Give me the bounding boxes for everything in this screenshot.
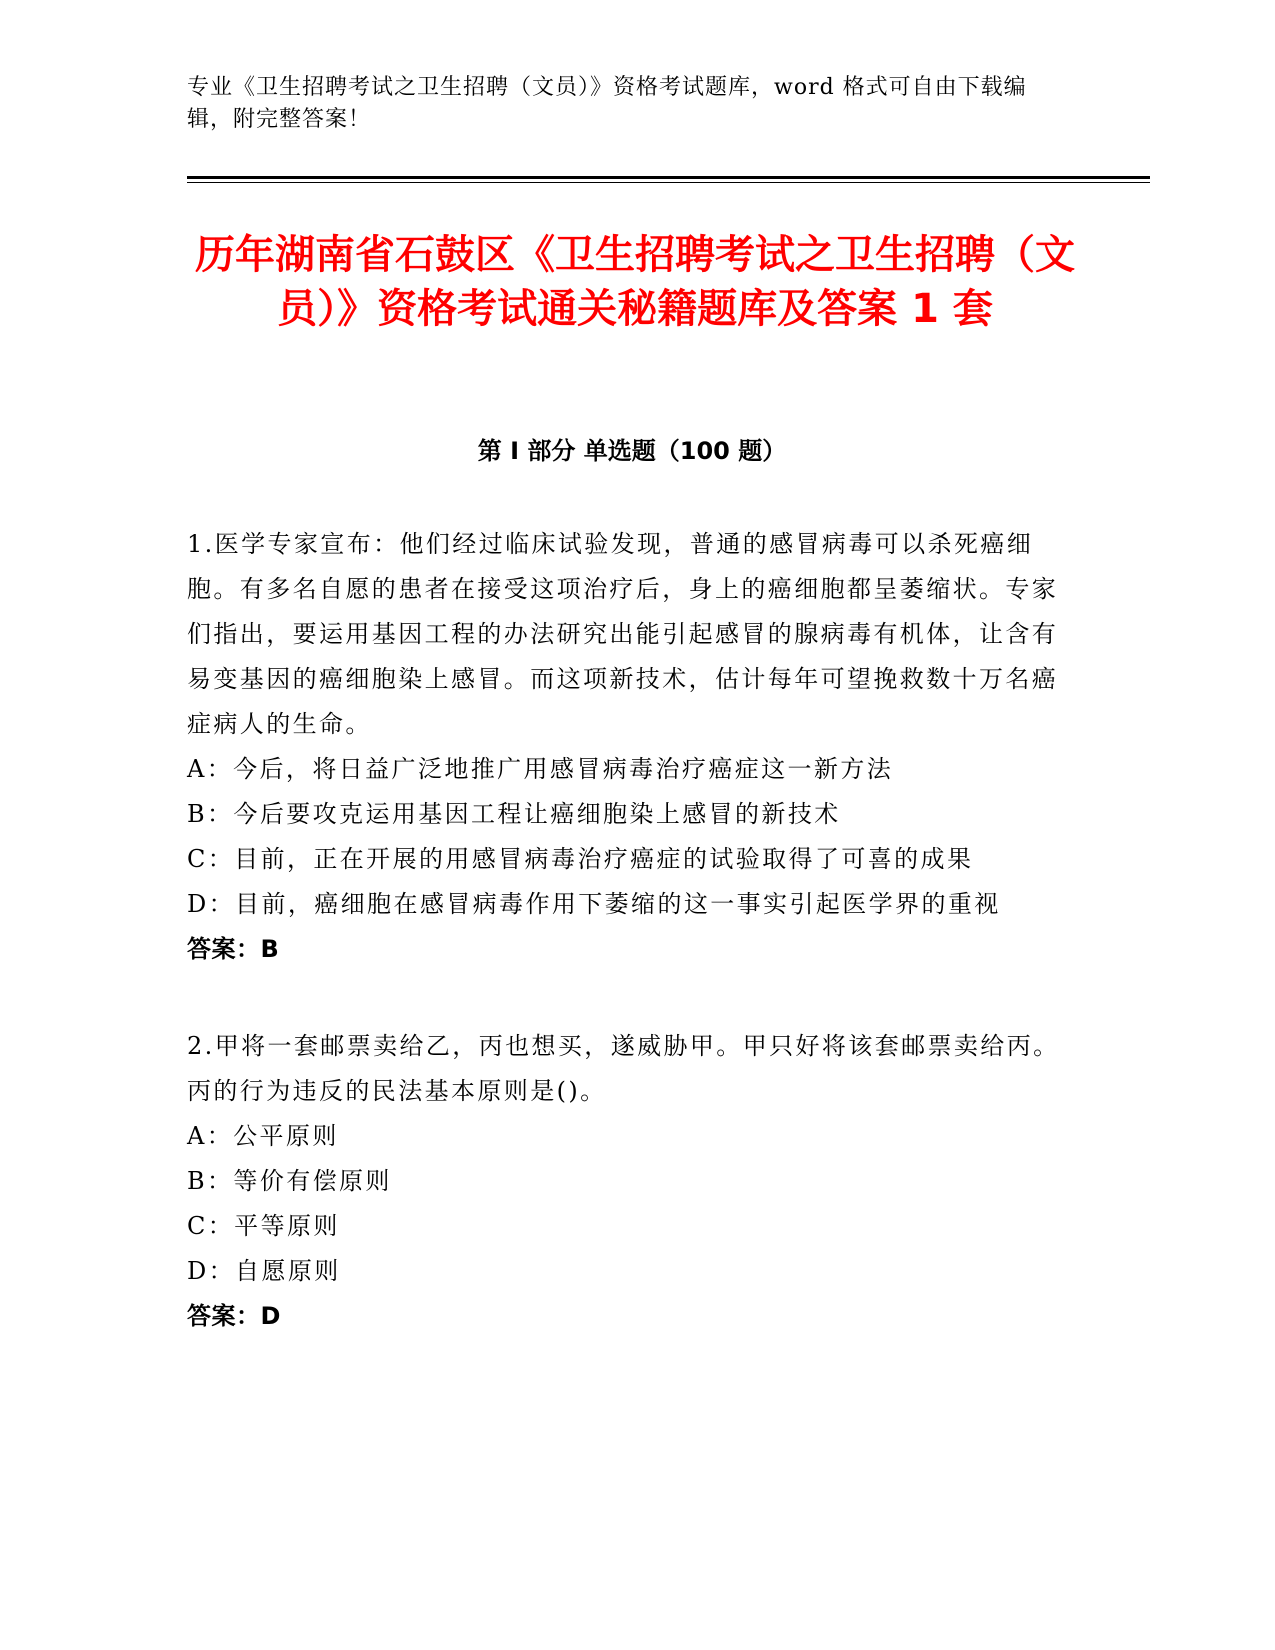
header-divider-thin	[187, 182, 1150, 183]
option-a: A：公平原则	[187, 1122, 339, 1150]
answer-line: 答案：D	[187, 1302, 281, 1330]
question-1	[187, 522, 1067, 972]
question-stem: 1.医学专家宣布：他们经过临床试验发现，普通的感冒病毒可以杀死癌细胞。有多名自愿的患者在接受这项治疗后，身上的癌细胞都呈萎缩状。专家们指出，要运用基因工程的办法研究出能引起感冒的腺病毒有机体，让含有易变基因的癌细胞染上感冒。而这项新技术，估计每年可望挽救数十万名癌症病人的生命。	[187, 530, 1059, 738]
header-note: 专业《卫生招聘考试之卫生招聘（文员）》资格考试题库，word 格式可自由下载编辑，附完整答案！	[187, 75, 1027, 132]
document-title: 历年湖南省石鼓区《卫生招聘考试之卫生招聘（文员）》资格考试通关秘籍题库及答案 1 套	[195, 232, 1075, 332]
question-stem: 2.甲将一套邮票卖给乙，丙也想买，遂威胁甲。甲只好将该套邮票卖给丙。丙的行为违反的民法基本原则是()。	[187, 1032, 1060, 1105]
header-divider-thick	[187, 176, 1150, 179]
answer-line: 答案：B	[187, 935, 280, 963]
option-d: D：目前，癌细胞在感冒病毒作用下萎缩的这一事实引起医学界的重视	[187, 890, 1001, 918]
question-2	[187, 1024, 1067, 1339]
option-a: A：今后，将日益广泛地推广用感冒病毒治疗癌症这一新方法	[187, 755, 894, 783]
section-heading: 第 I 部分 单选题（100 题）	[477, 437, 787, 465]
option-c: C：目前，正在开展的用感冒病毒治疗癌症的试验取得了可喜的成果	[187, 845, 974, 873]
option-c: C：平等原则	[187, 1212, 340, 1240]
option-d: D：自愿原则	[187, 1257, 341, 1285]
option-b: B：今后要攻克运用基因工程让癌细胞染上感冒的新技术	[187, 800, 841, 828]
option-b: B：等价有偿原则	[187, 1167, 392, 1195]
